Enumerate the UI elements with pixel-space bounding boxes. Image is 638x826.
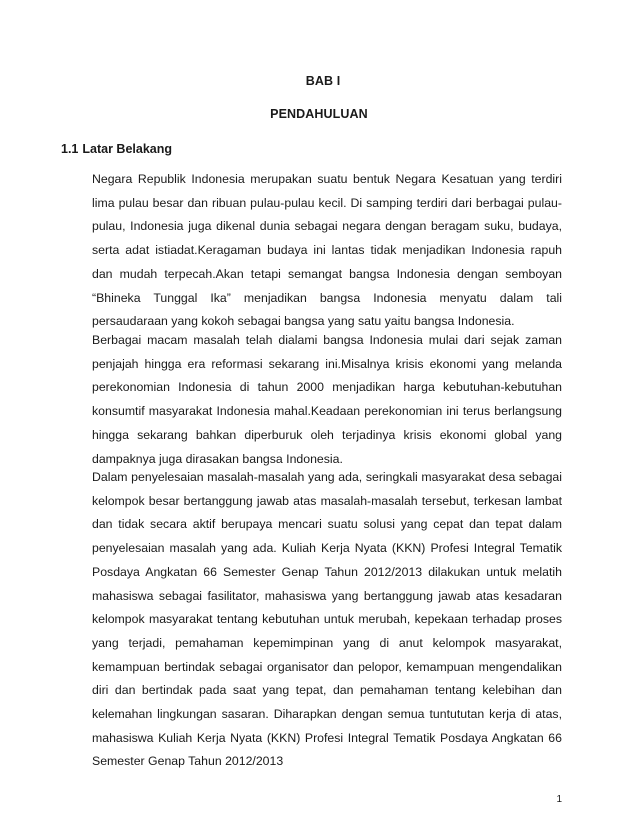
paragraph: Dalam penyelesaian masalah-masalah yang ada, seringkali masyarakat desa sebagai kelompok besar bertanggung jawab atas masalah-masalah tersebut, terkesan lambat dan tidak secara aktif berupaya mencari suatu solusi yang cepat dan tepat dalam penyelesaian masalah yang ada. Kuliah Kerja Nyata (KKN) Profesi Integral Tematik Posdaya Angkatan 66 Semester Genap Tahun 2012/2013 dilakukan untuk melatih mahasiswa sebagai fasilitator, mahasiswa yang bertanggung jawab atas kesadaran kelompok masyarakat tentang kebutuhan untuk merubah, kepekaan terhadap proses yang terjadi, pemahaman kepemimpinan yang di anut kelompok masyarakat, kemampuan bertindak sebagai organisator dan pelopor, kemampuan mengendalikan diri dan bertindak pada saat yang tepat, dan pemahaman tentang kelebihan dan kelemahan lingkungan sasaran. Diharapkan dengan semua tuntututan kerja di atas, mahasiswa Kuliah Kerja Nyata (KKN) Profesi Integral Tematik Posdaya Angkatan 66 Semester Genap Tahun 2012/2013: [92, 470, 562, 769]
section-number: 1.1: [61, 142, 79, 156]
page-number: 1: [556, 794, 562, 805]
paragraph: Berbagai macam masalah telah dialami bangsa Indonesia mulai dari sejak zaman penjajah hingga era reformasi sekarang ini.Misalnya krisis ekonomi yang melanda perekonomian Indonesia di tahun 2000 menjadikan harga kebutuhan-kebutuhan konsumtif masyarakat Indonesia mahal.Keadaan perekonomian ini terus berlangsung hingga sekarang bahkan diperburuk oleh terjadinya krisis ekonomi global yang dampaknya juga dirasakan bangsa Indonesia.: [92, 333, 562, 466]
chapter-heading: BAB I: [305, 74, 341, 88]
section-title: Latar Belakang: [82, 142, 173, 156]
chapter-title: PENDAHULUAN: [270, 107, 368, 121]
paragraph: Negara Republik Indonesia merupakan suatu bentuk Negara Kesatuan yang terdiri lima pulau besar dan ribuan pulau-pulau kecil. Di samping terdiri dari berbagai pulau-pulau, Indonesia juga dikenal dunia sebagai negara dengan beragam suku, budaya, serta adat istiadat.Keragaman budaya ini lantas tidak menjadikan Indonesia rapuh dan mudah terpecah.Akan tetapi semangat bangsa Indonesia dengan semboyan “Bhineka Tunggal Ika” menjadikan bangsa Indonesia menyatu dalam tali persaudaraan yang kokoh sebagai bangsa yang satu yaitu bangsa Indonesia.: [92, 172, 562, 329]
section-heading: [61, 142, 172, 156]
